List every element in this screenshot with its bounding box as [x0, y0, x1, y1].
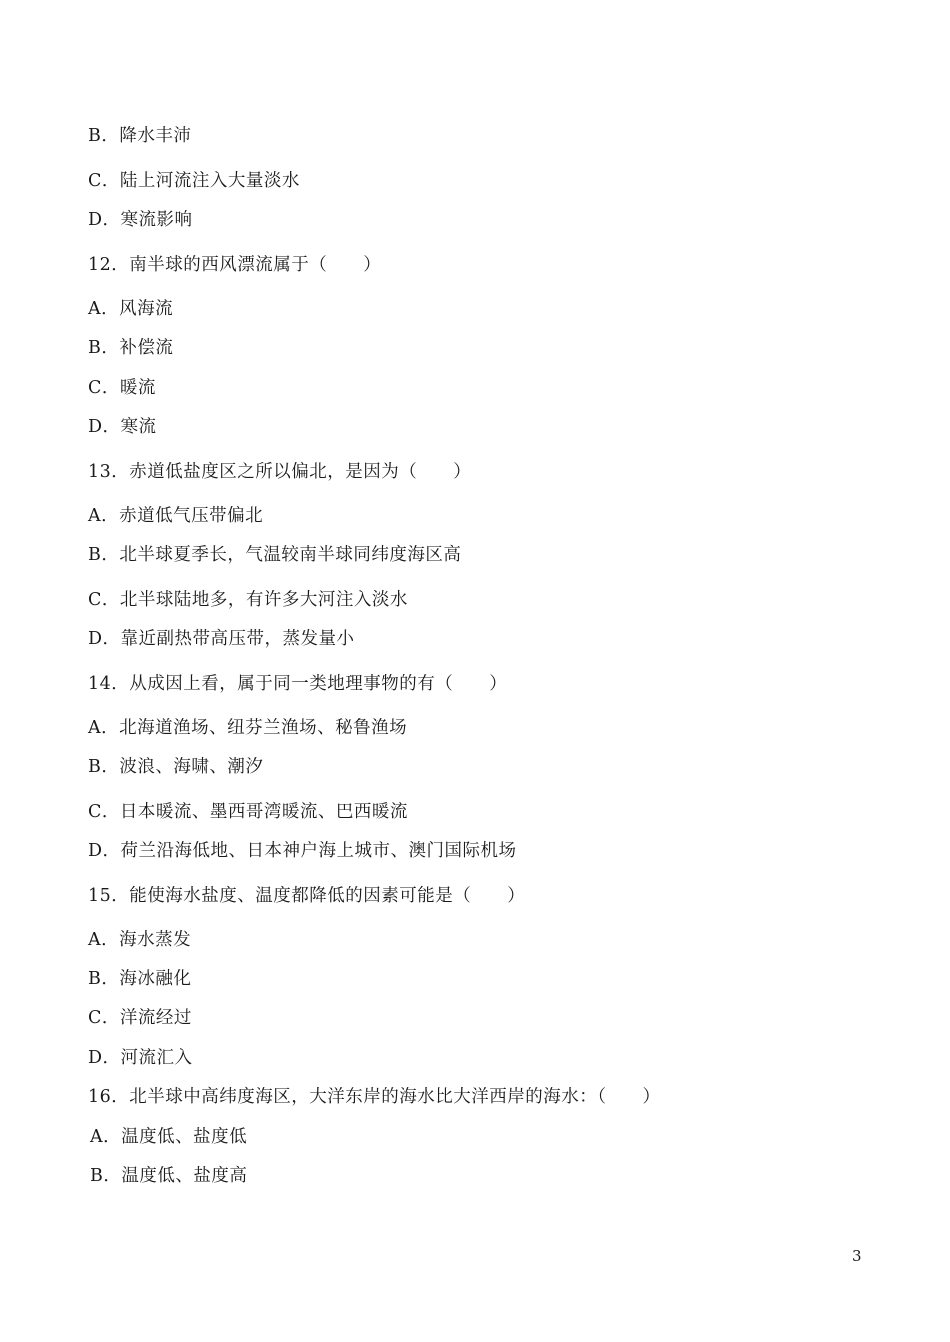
option-12a: A．风海流	[88, 299, 174, 319]
option-15d: D．河流汇入	[88, 1048, 193, 1068]
question-12: 12．南半球的西风漂流属于（ ）	[88, 255, 382, 275]
option-13a: A．赤道低气压带偏北	[88, 506, 264, 526]
option-15b: B．海冰融化	[88, 969, 192, 989]
option-14b: B．波浪、海啸、潮汐	[88, 757, 264, 777]
option-15a: A．海水蒸发	[88, 930, 192, 950]
option-16b: B．温度低、盐度高	[90, 1166, 248, 1186]
question-14: 14．从成因上看，属于同一类地理事物的有（ ）	[88, 674, 508, 694]
option-11b: B．降水丰沛	[88, 126, 192, 146]
question-16: 16．北半球中高纬度海区，大洋东岸的海水比大洋西岸的海水：（ ）	[88, 1087, 661, 1107]
option-13d: D．靠近副热带高压带，蒸发量小	[88, 629, 355, 649]
question-13: 13．赤道低盐度区之所以偏北，是因为（ ）	[88, 462, 472, 482]
option-13c: C．北半球陆地多，有许多大河注入淡水	[88, 590, 408, 610]
page-number: 3	[852, 1247, 862, 1265]
option-16a: A．温度低、盐度低	[90, 1127, 248, 1147]
option-12b: B．补偿流	[88, 338, 174, 358]
option-13b: B．北半球夏季长，气温较南半球同纬度海区高	[88, 545, 462, 565]
option-14a: A．北海道渔场、纽芬兰渔场、秘鲁渔场	[88, 718, 408, 738]
option-15c: C．洋流经过	[88, 1008, 192, 1028]
question-15: 15．能使海水盐度、温度都降低的因素可能是（ ）	[88, 886, 526, 906]
option-14d: D．荷兰沿海低地、日本神户海上城市、澳门国际机场	[88, 841, 517, 861]
option-12c: C．暖流	[88, 378, 156, 398]
option-12d: D．寒流	[88, 417, 157, 437]
option-14c: C．日本暖流、墨西哥湾暖流、巴西暖流	[88, 802, 408, 822]
option-11d: D．寒流影响	[88, 210, 193, 230]
option-11c: C．陆上河流注入大量淡水	[88, 171, 300, 191]
